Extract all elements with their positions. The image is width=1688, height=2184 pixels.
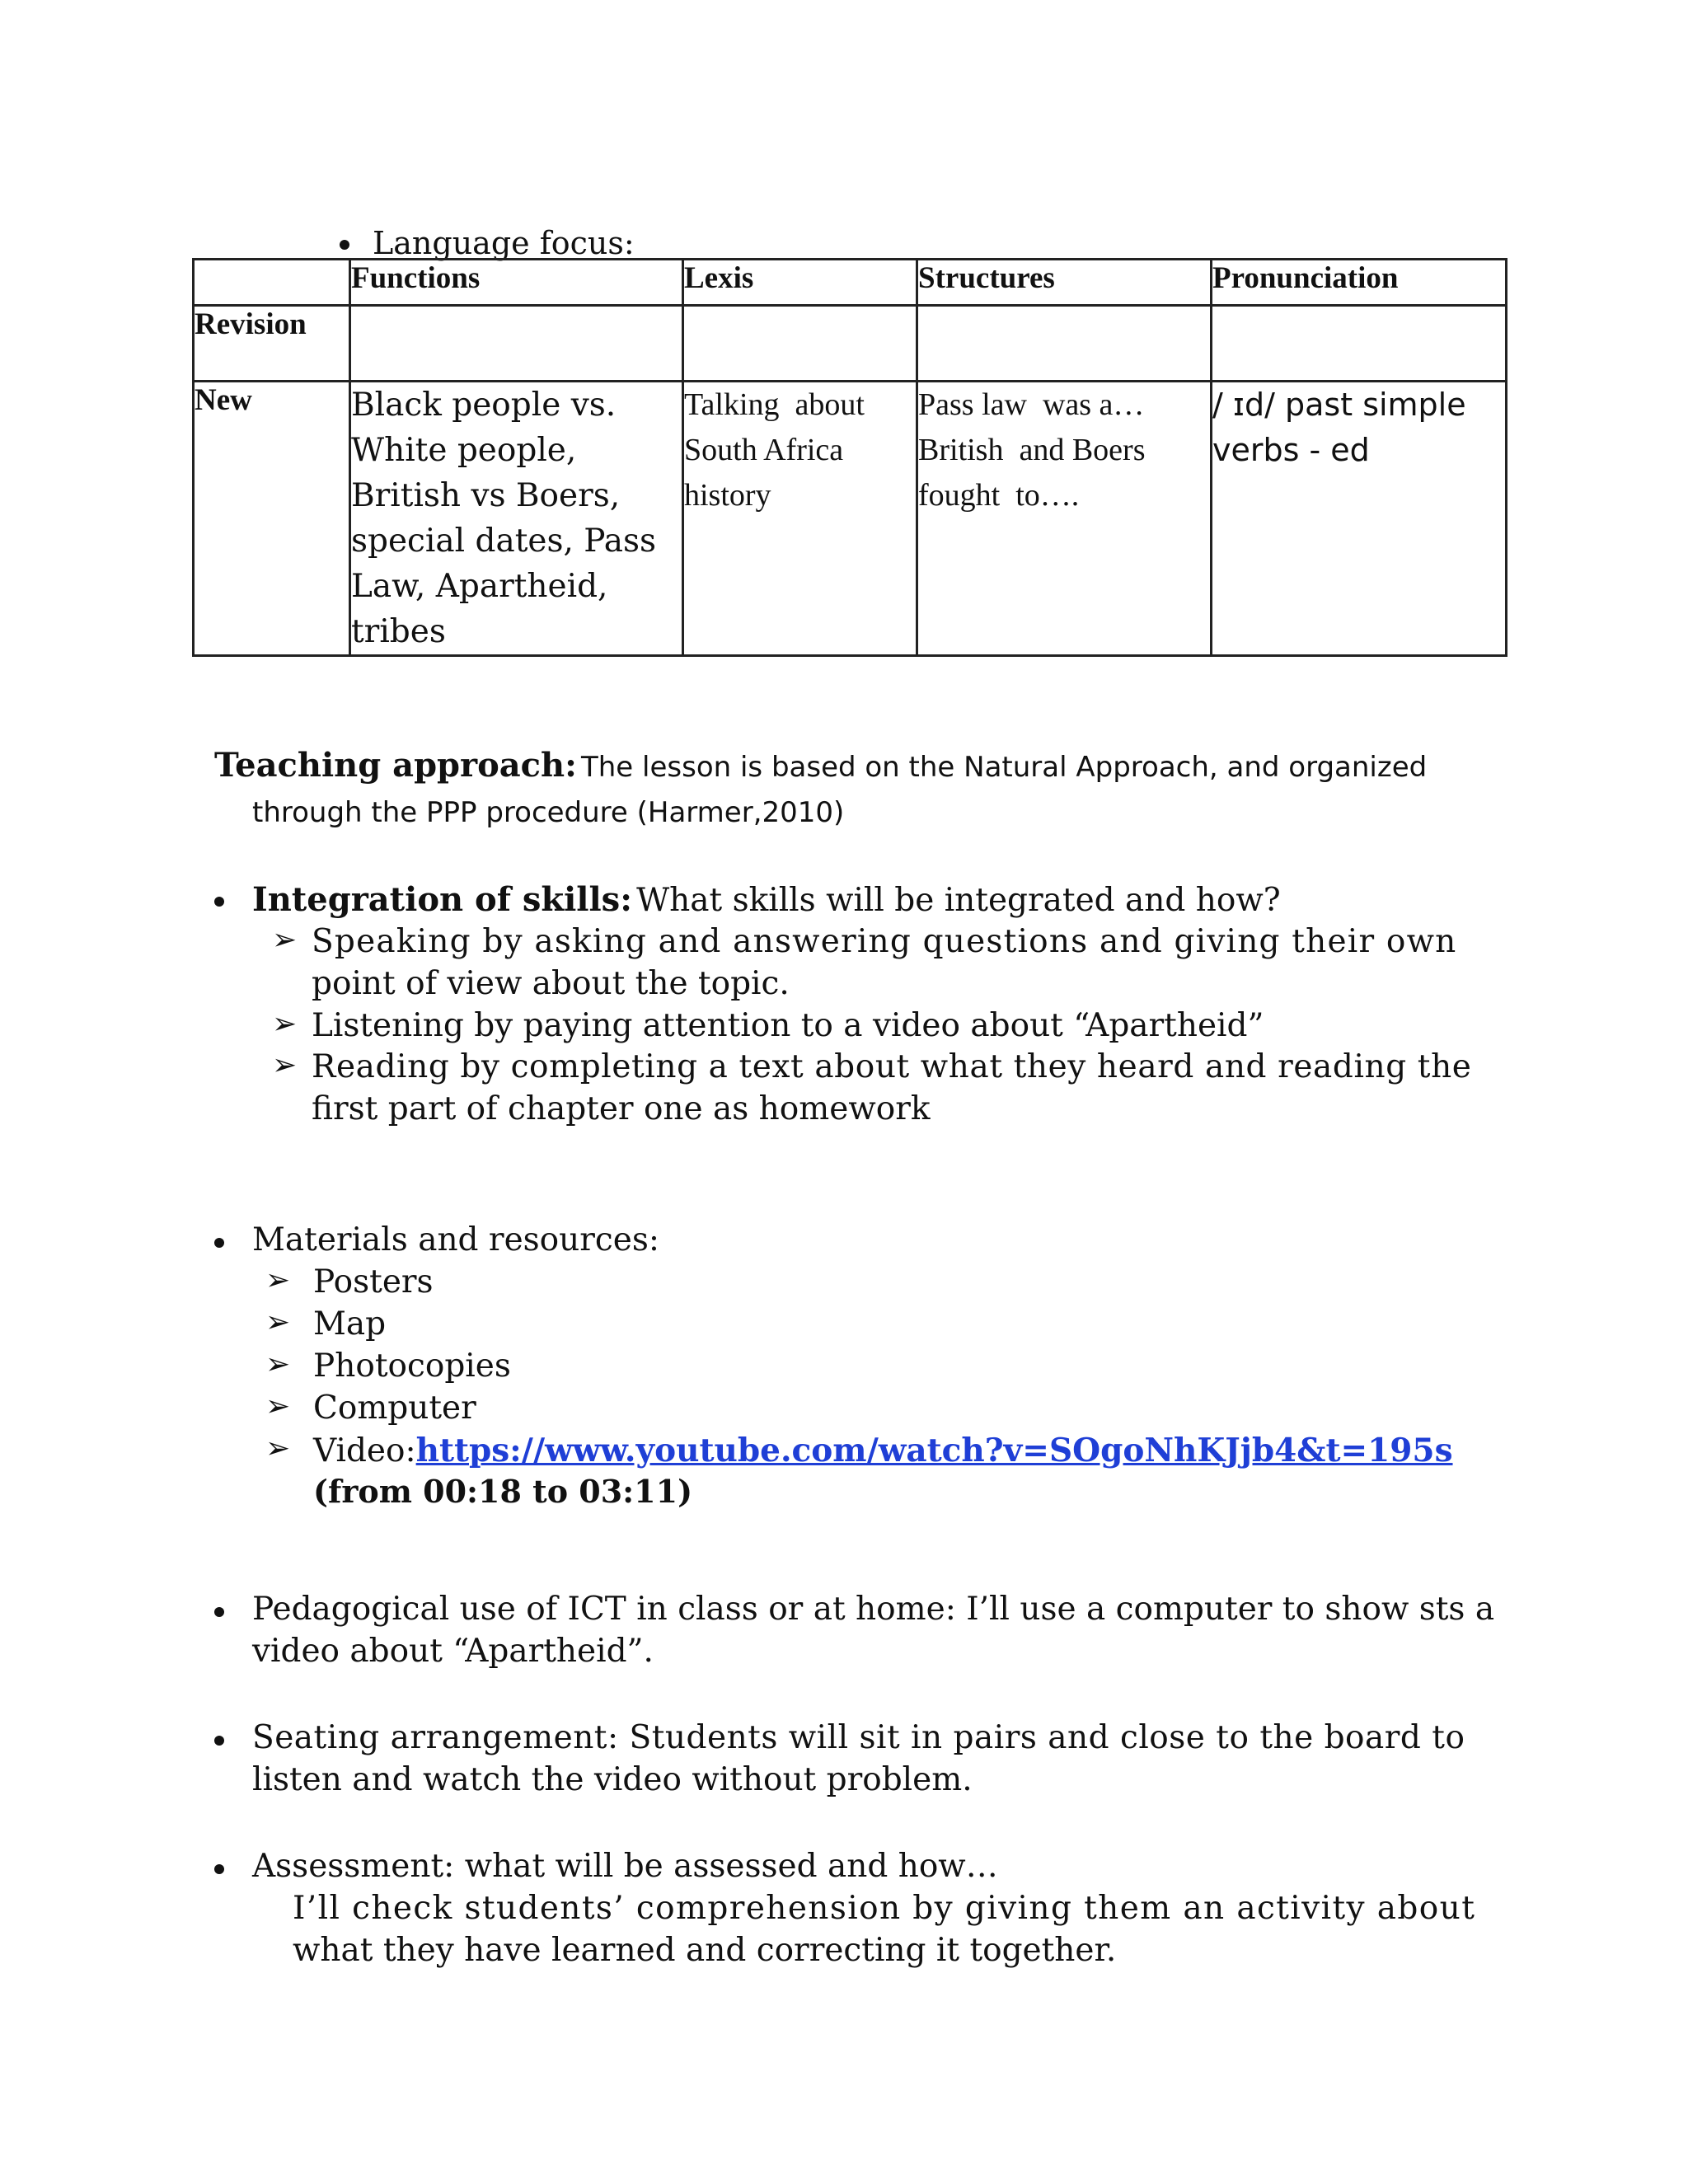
seating-line1: Seating arrangement: Students will sit in pairs and close to the board to xyxy=(252,1719,1465,1756)
new-structures-cell xyxy=(917,382,1212,656)
arrow-bullet-icon: ➢ xyxy=(265,1347,291,1381)
arrow-bullet-icon: ➢ xyxy=(265,1305,291,1339)
ict-line2: video about “Apartheid”. xyxy=(252,1633,654,1670)
arrow-bullet-icon: ➢ xyxy=(265,1390,291,1423)
row-label-revision: Revision xyxy=(194,306,350,382)
arrow-bullet-icon: ➢ xyxy=(265,1263,291,1297)
integration-question: What skills will be integrated and how? xyxy=(636,882,1281,919)
cell-line: verbs - ed xyxy=(1212,432,1370,468)
cell-line: Pass law was a… xyxy=(918,387,1145,422)
materials-heading: Materials and resources: xyxy=(252,1221,659,1258)
integration-heading: Integration of skills: xyxy=(252,880,632,919)
list-item: Listening by paying attention to a video about “Apartheid” xyxy=(312,1007,1264,1044)
revision-lexis-cell xyxy=(683,306,917,382)
bullet-icon xyxy=(340,240,349,250)
video-link[interactable]: https://www.youtube.com/watch?v=SOgoNhKJjb4&t=195s xyxy=(415,1432,1453,1469)
new-lexis-cell xyxy=(683,382,917,656)
list-item: Speaking by asking and answering questions and giving their own xyxy=(312,923,1457,960)
list-item-video xyxy=(313,1432,1453,1469)
table-corner-cell xyxy=(194,260,350,306)
cell-line: tribes xyxy=(351,613,446,650)
cell-line: British and Boers xyxy=(918,433,1146,467)
row-label-new: New xyxy=(194,382,350,656)
teaching-approach-line2: through the PPP procedure (Harmer,2010) xyxy=(252,796,845,829)
bullet-icon xyxy=(214,1736,224,1746)
cell-line: / ɪd/ past simple xyxy=(1212,387,1466,423)
cell-line: history xyxy=(684,478,771,513)
cell-line: special dates, Pass xyxy=(351,523,657,560)
cell-line: Law, Apartheid, xyxy=(351,568,608,605)
new-functions-cell xyxy=(350,382,683,656)
list-item: first part of chapter one as homework xyxy=(312,1090,931,1127)
table-row-revision xyxy=(194,306,1507,382)
cell-line: Black people vs. xyxy=(351,387,617,424)
cell-line: Talking about xyxy=(684,387,865,422)
video-range: (from 00:18 to 03:11) xyxy=(313,1473,693,1510)
teaching-approach-heading: Teaching approach: xyxy=(214,746,577,785)
header-functions: Functions xyxy=(350,260,683,306)
header-structures: Structures xyxy=(917,260,1212,306)
assessment-line2: I’ll check students’ comprehension by giving them an activity about xyxy=(293,1890,1476,1927)
arrow-bullet-icon: ➢ xyxy=(272,923,298,957)
teaching-approach-text: The lesson is based on the Natural Approach, and organized xyxy=(580,751,1428,784)
assessment-line3: what they have learned and correcting it together. xyxy=(293,1932,1117,1969)
arrow-bullet-icon: ➢ xyxy=(265,1432,291,1465)
bullet-icon xyxy=(214,1864,224,1874)
ict-line1: Pedagogical use of ICT in class or at home: I’ll use a computer to show sts a xyxy=(252,1591,1495,1628)
list-item: Reading by completing a text about what they heard and reading the xyxy=(312,1048,1472,1085)
revision-structures-cell xyxy=(917,306,1212,382)
cell-line: fought to…. xyxy=(918,478,1080,513)
list-item: Posters xyxy=(313,1263,434,1301)
assessment-line1: Assessment: what will be assessed and how… xyxy=(252,1848,998,1885)
cell-line: South Africa xyxy=(684,433,844,467)
seating-line2: listen and watch the video without problem. xyxy=(252,1761,973,1798)
bullet-icon xyxy=(214,1607,224,1617)
list-item: Map xyxy=(313,1305,387,1343)
list-item: Computer xyxy=(313,1390,476,1427)
arrow-bullet-icon: ➢ xyxy=(272,1048,298,1082)
teaching-approach xyxy=(214,746,1427,785)
list-item: Photocopies xyxy=(313,1347,511,1385)
revision-pronunciation-cell xyxy=(1212,306,1507,382)
header-pronunciation: Pronunciation xyxy=(1212,260,1507,306)
list-item: point of view about the topic. xyxy=(312,965,790,1002)
cell-line: British vs Boers, xyxy=(351,477,621,514)
cell-line: White people, xyxy=(351,432,577,469)
video-label: Video: xyxy=(313,1432,416,1469)
language-focus-table xyxy=(192,258,1507,657)
table-row-new xyxy=(194,382,1507,656)
header-lexis: Lexis xyxy=(683,260,917,306)
bullet-icon xyxy=(214,897,224,907)
bullet-icon xyxy=(214,1238,224,1248)
revision-functions-cell xyxy=(350,306,683,382)
arrow-bullet-icon: ➢ xyxy=(272,1007,298,1041)
table-header-row xyxy=(194,260,1507,306)
new-pronunciation-cell xyxy=(1212,382,1507,656)
